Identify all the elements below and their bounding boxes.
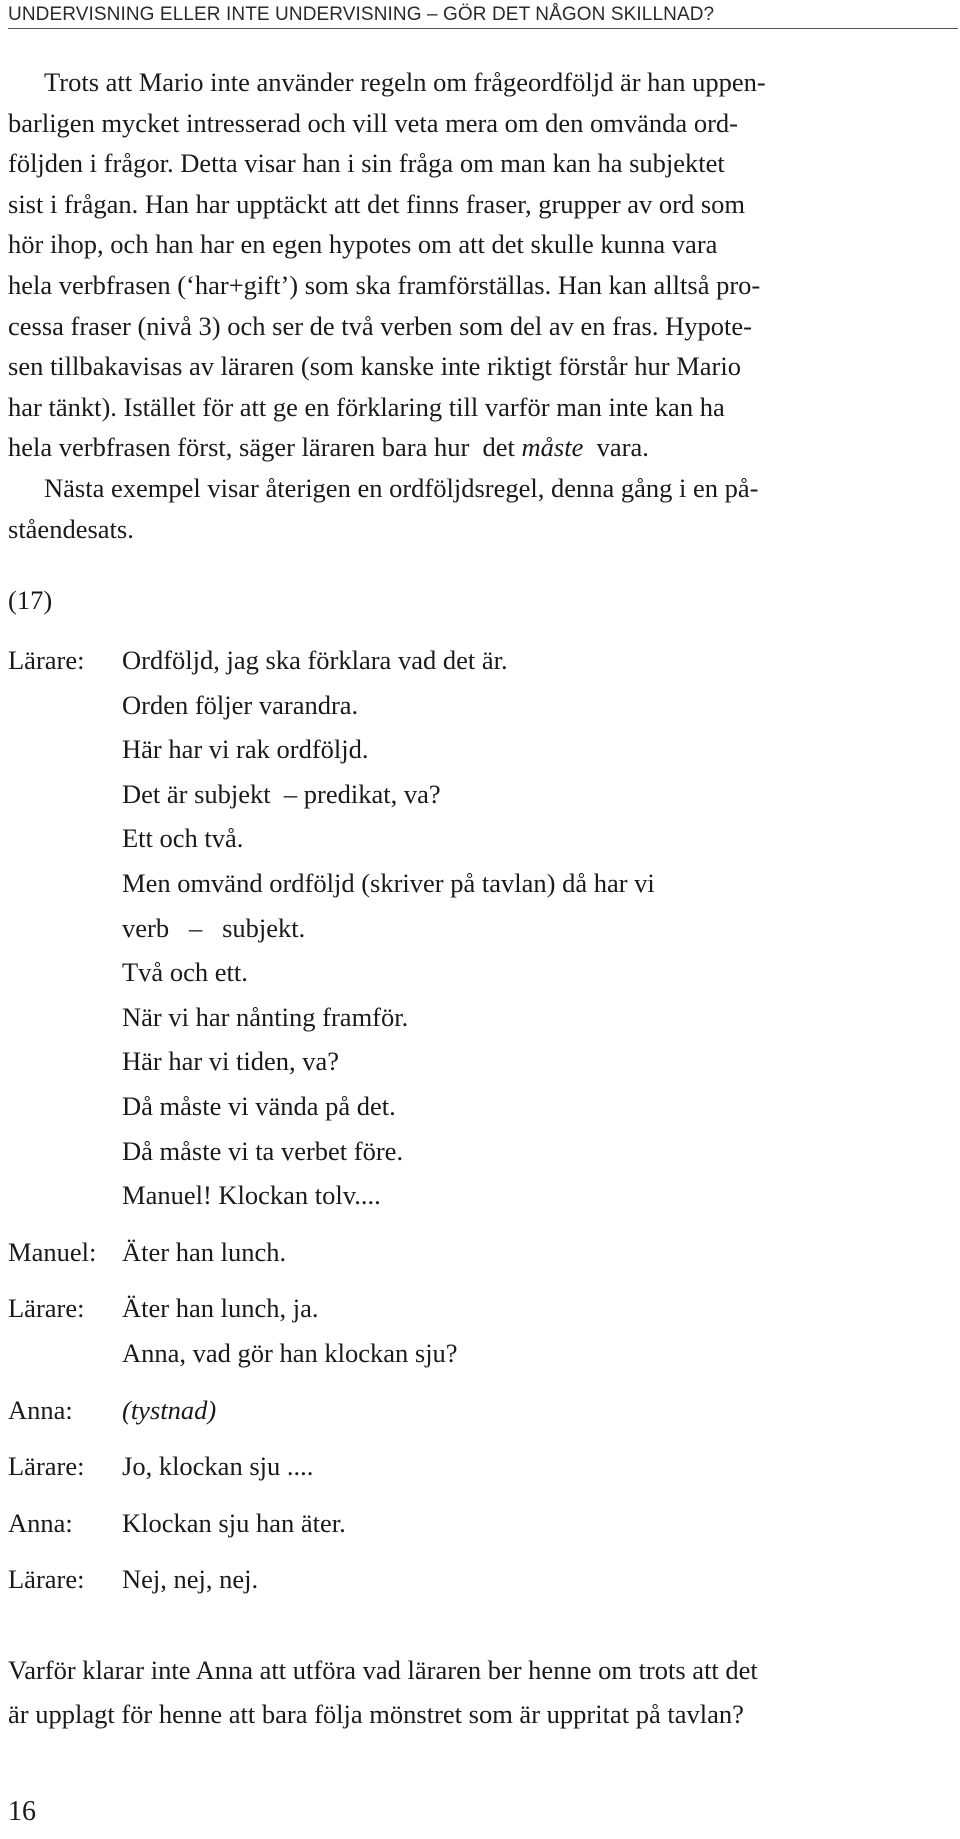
utterance-line: Då måste vi vända på det. <box>122 1090 396 1121</box>
dialogue-turn <box>8 1230 952 1275</box>
utterance-line: Här har vi tiden, va? <box>122 1046 340 1077</box>
utterance <box>122 1501 952 1546</box>
utterance-line: Äter han lunch, ja. <box>122 1293 319 1324</box>
paragraph-2 <box>8 468 952 549</box>
last-line-after: vara. <box>583 432 649 463</box>
utterance-line: Ett och två. <box>122 823 244 854</box>
utterance <box>122 1557 952 1602</box>
closing-question <box>8 1648 952 1736</box>
speaker-label: Anna: <box>8 1507 73 1538</box>
utterance-line: Här har vi rak ordföljd. <box>122 734 369 765</box>
paragraph-1 <box>8 62 952 468</box>
speaker-label: Lärare: <box>8 1451 85 1482</box>
paragraph-1-line: hör ihop, och han har en egen hypotes om att det skulle kunna vara <box>8 229 718 260</box>
dialogue-turn <box>8 638 952 1218</box>
dialogue-turn <box>8 1388 952 1433</box>
header-rule <box>8 28 958 29</box>
utterance-line: När vi har nånting framför. <box>122 1001 409 1032</box>
speaker-label: Lärare: <box>8 645 85 675</box>
utterance <box>122 638 952 1218</box>
utterance-line: Manuel! Klockan tolv.... <box>122 1180 381 1211</box>
closing-question-line: är upplagt för henne att bara följa mönstret som är uppritat på tavlan? <box>8 1699 744 1729</box>
paragraph-1-line: barligen mycket intresserad och vill veta mera om den omvända ord- <box>8 107 738 138</box>
utterance-line: Ordföljd, jag ska förklara vad det är. <box>122 645 508 675</box>
last-line-before: hela verbfrasen först, säger läraren bara hur det <box>8 432 522 463</box>
paragraph-1-line: sen tillbakavisas av läraren (som kanske inte riktigt förstår hur Mario <box>8 351 741 382</box>
utterance-line: Två och ett. <box>122 957 248 988</box>
utterance-line: Orden följer varandra. <box>122 689 359 720</box>
paragraph-1-line: Trots att Mario inte använder regeln om frågeordföljd är han uppen- <box>44 67 766 97</box>
utterance-line: Men omvänd ordföljd (skriver på tavlan) då har vi <box>122 867 655 898</box>
speaker-label: Manuel: <box>8 1236 97 1267</box>
utterance-line: Nej, nej, nej. <box>122 1564 259 1595</box>
dialogue-turn <box>8 1557 952 1602</box>
speaker-label: Anna: <box>8 1394 73 1425</box>
closing-question-line: Varför klarar inte Anna att utföra vad läraren ber henne om trots att det <box>8 1655 758 1685</box>
paragraph-1-line: cessa fraser (nivå 3) och ser de två verben som del av en fras. Hypote- <box>8 310 752 341</box>
utterance <box>122 1388 952 1433</box>
paragraph-2-line: ståendesats. <box>8 513 134 544</box>
example-number: (17) <box>8 585 53 615</box>
paragraph-1-last-line <box>8 427 952 468</box>
utterance-line: Då måste vi ta verbet före. <box>122 1135 404 1166</box>
paragraph-1-line: sist i frågan. Han har upptäckt att det finns fraser, grupper av ord som <box>8 188 746 219</box>
speaker-label: Lärare: <box>8 1564 85 1595</box>
dialogue-turn <box>8 1501 952 1546</box>
speaker-label: Lärare: <box>8 1293 85 1324</box>
running-header: UNDERVISNING ELLER INTE UNDERVISNING – GÖR DET NÅGON SKILLNAD? <box>8 4 715 25</box>
paragraph-1-line: har tänkt). Istället för att ge en förklaring till varför man inte kan ha <box>8 391 725 422</box>
utterance <box>122 1230 952 1275</box>
utterance-line: Klockan sju han äter. <box>122 1507 346 1538</box>
paragraph-1-line: hela verbfrasen (‘har+gift’) som ska framförställas. Han kan alltså pro- <box>8 269 761 300</box>
dialogue-turn <box>8 1444 952 1489</box>
utterance <box>122 1444 952 1489</box>
utterance-line: verb – subjekt. <box>122 912 306 943</box>
utterance-line: Anna, vad gör han klockan sju? <box>122 1337 458 1368</box>
utterance-line: Det är subjekt – predikat, va? <box>122 778 441 809</box>
paragraph-1-line: följden i frågor. Detta visar han i sin fråga om man kan ha subjektet <box>8 148 725 179</box>
page-number: 16 <box>8 1796 36 1827</box>
paragraph-2-line: Nästa exempel visar återigen en ordföljdsregel, denna gång i en på- <box>44 473 759 503</box>
emphasis-maste: måste <box>521 432 584 463</box>
dialogue-turn <box>8 1286 952 1375</box>
utterance-line: (tystnad) <box>122 1394 217 1425</box>
utterance-line: Jo, klockan sju .... <box>122 1451 314 1482</box>
utterance <box>122 1286 952 1375</box>
utterance-line: Äter han lunch. <box>122 1236 287 1267</box>
dialogue <box>8 638 952 1602</box>
